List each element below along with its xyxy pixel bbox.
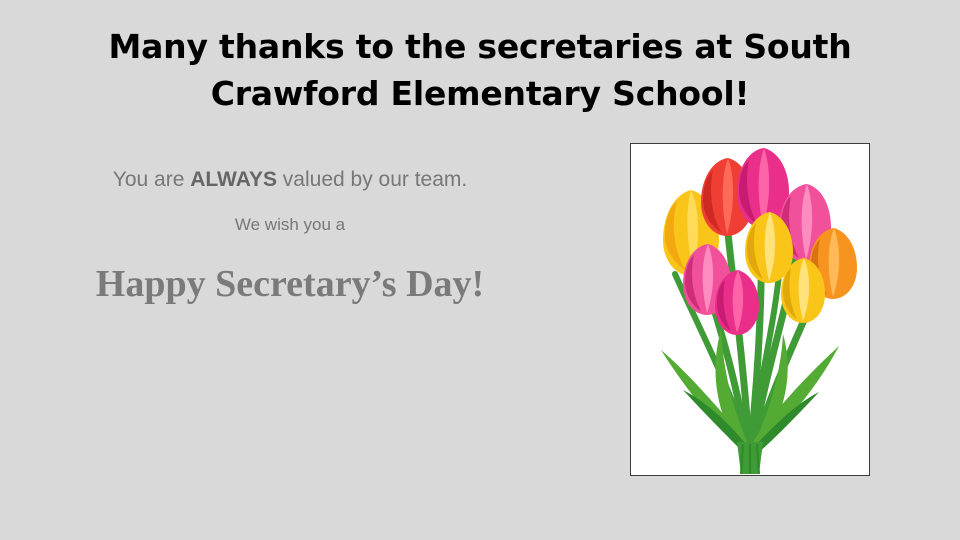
body-text-block bbox=[70, 165, 510, 313]
valued-line bbox=[70, 165, 510, 195]
wish-line: We wish you a bbox=[234, 215, 346, 235]
happy-secretarys-day-line: Happy Secretary’s Day! bbox=[95, 263, 485, 306]
tulip-bouquet-illustration bbox=[631, 144, 869, 475]
tulip-bouquet-image bbox=[630, 143, 870, 476]
valued-suffix: valued by our team. bbox=[276, 168, 468, 191]
valued-prefix: You are bbox=[112, 168, 191, 191]
page-title: Many thanks to the secretaries at South Crawford Elementary School! bbox=[108, 27, 852, 113]
always-emphasis: ALWAYS bbox=[190, 168, 277, 191]
